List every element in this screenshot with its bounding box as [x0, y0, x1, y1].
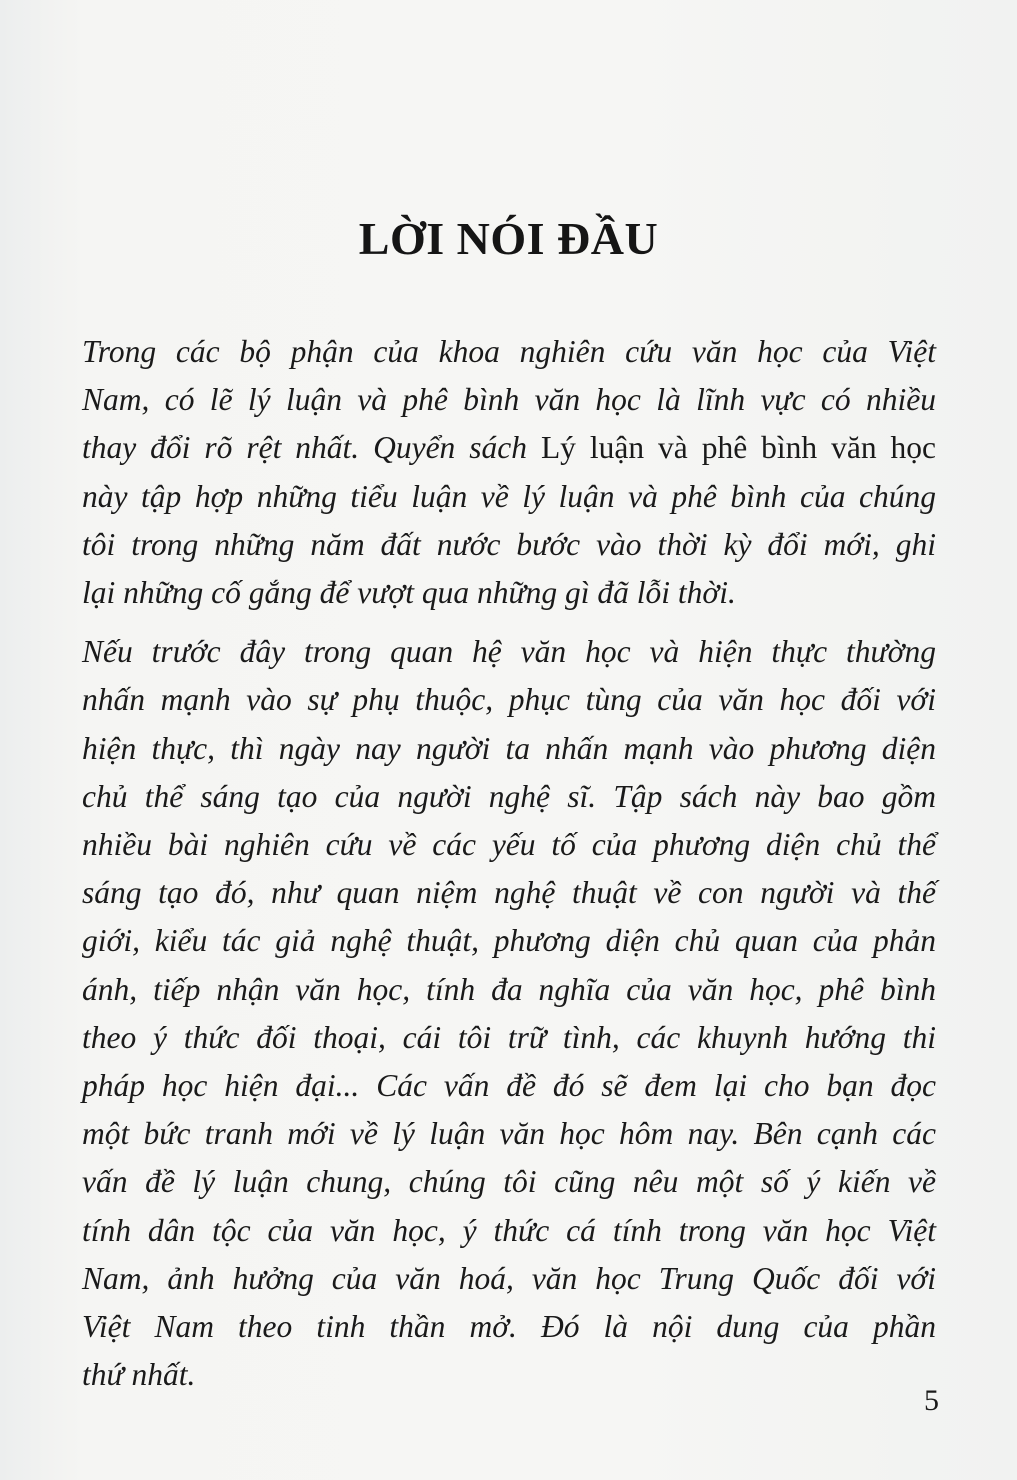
text-line: Nam, ảnh hưởng của văn hoá, văn học Trung Quốc đối với	[82, 1260, 936, 1296]
text-line: chủ thể sáng tạo của người nghệ sĩ. Tập sách này bao gồm	[82, 778, 936, 814]
text-line: Việt Nam theo tinh thần mở. Đó là nội dung của phần	[82, 1309, 936, 1345]
text-line: thứ nhất.	[82, 1357, 196, 1393]
text-line: ánh, tiếp nhận văn học, tính đa nghĩa của văn học, phê bình	[82, 971, 936, 1007]
text-line: giới, kiểu tác giả nghệ thuật, phương diện chủ quan của phản	[82, 923, 936, 959]
text-line: tôi trong những năm đất nước bước vào thời kỳ đổi mới, ghi	[82, 526, 936, 562]
text-segment: thay đổi rõ rệt nhất. Quyển sách	[82, 430, 541, 466]
text-line: nhấn mạnh vào sự phụ thuộc, phục tùng của văn học đối với	[82, 682, 936, 718]
paragraph-gap	[82, 617, 936, 628]
text-line-with-book-title	[82, 424, 936, 472]
paragraph-2	[82, 628, 936, 1399]
text-line: một bức tranh mới về lý luận văn học hôm nay. Bên cạnh các	[82, 1116, 936, 1152]
text-line: Nếu trước đây trong quan hệ văn học và hiện thực thường	[82, 634, 936, 670]
text-line: Nam, có lẽ lý luận và phê bình văn học là lĩnh vực có nhiều	[82, 382, 936, 418]
text-line: nhiều bài nghiên cứu về các yếu tố của phương diện chủ thể	[82, 827, 936, 863]
text-line: lại những cố gắng để vượt qua những gì đã lỗi thời.	[82, 575, 736, 611]
text-line: này tập hợp những tiểu luận về lý luận và phê bình của chúng	[82, 478, 936, 514]
book-title: Lý luận và phê bình văn học	[540, 430, 937, 466]
text-line: theo ý thức đối thoại, cái tôi trữ tình, các khuynh hướng thi	[82, 1019, 936, 1055]
page-title: LỜI NÓI ĐẦU	[358, 213, 659, 264]
text-line: pháp học hiện đại... Các vấn đề đó sẽ đem lại cho bạn đọc	[82, 1068, 936, 1104]
text-line: tính dân tộc của văn học, ý thức cá tính trong văn học Việt	[82, 1212, 936, 1248]
text-line: sáng tạo đó, như quan niệm nghệ thuật về con người và thế	[82, 875, 936, 911]
page-number: 5	[924, 1384, 939, 1417]
text-line: vấn đề lý luận chung, chúng tôi cũng nêu một số ý kiến về	[82, 1164, 936, 1200]
text-line: Trong các bộ phận của khoa nghiên cứu văn học của Việt	[82, 334, 936, 369]
text-line: hiện thực, thì ngày nay người ta nhấn mạnh vào phương diện	[82, 730, 936, 766]
preface-body	[82, 328, 936, 1399]
paragraph-1	[82, 328, 936, 617]
